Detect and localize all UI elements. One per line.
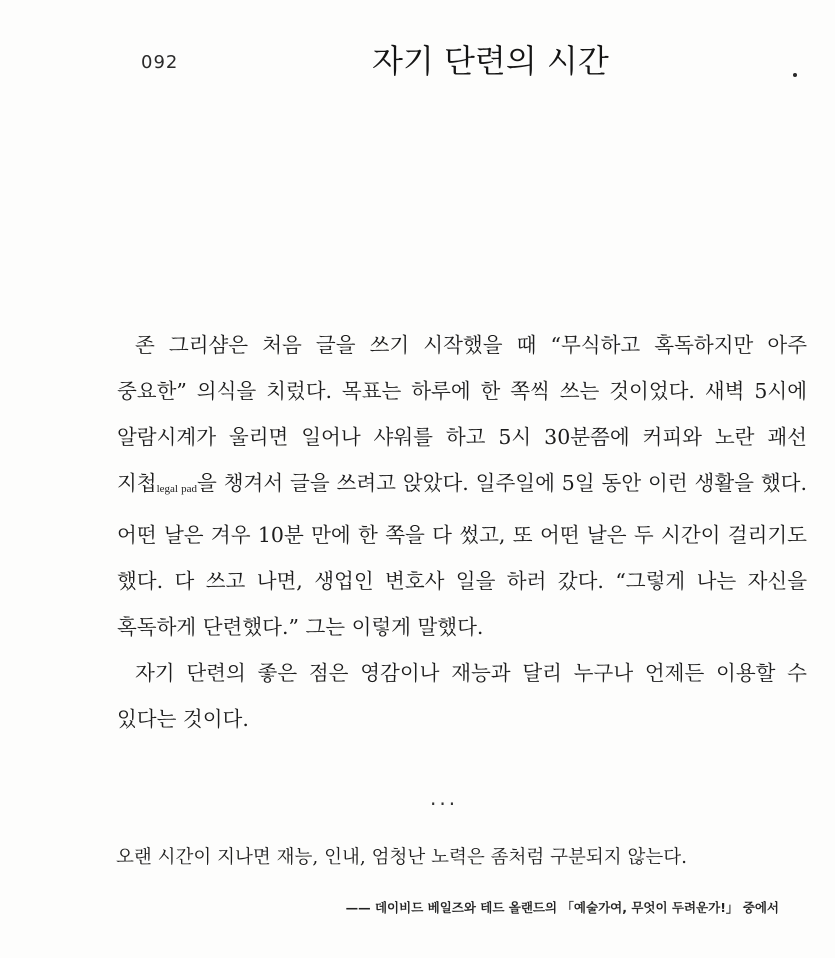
- paragraph-1-gloss: legal pad: [156, 483, 198, 495]
- quote-attribution: —— 데이비드 베일즈와 테드 올랜드의 「예술가여, 무엇이 두려운가!」 중에서: [345, 900, 779, 915]
- scan-speck: [793, 73, 797, 77]
- paragraph-1-text-b: 을 챙겨서 글을 쓰려고 앉았다. 일주일에 5일 동안 이런 생활을 했다. 어떤 날은 겨우 10분 만에 한 쪽을 다 썼고, 또 어떤 날은 두 시간이 걸리기도 했다. 다 쓰고 나면, 생업인 변호사 일을 하러 갔다. “그렇게 나는 자신을 혹독하게 단련했다.” 그는 이렇게 말했다.: [117, 471, 807, 639]
- paragraph-1: [117, 322, 807, 650]
- section-separator: ···: [430, 792, 459, 816]
- paragraph-2: 자기 단련의 좋은 점은 영감이나 재능과 달리 누구나 언제든 이용할 수 있다는 것이다.: [117, 661, 807, 731]
- body-text: [117, 322, 807, 742]
- epigraph-quote: 오랜 시간이 지나면 재능, 인내, 엄청난 노력은 좀처럼 구분되지 않는다.: [116, 847, 687, 868]
- page-number: 092: [141, 52, 179, 73]
- chapter-title: 자기 단련의 시간: [372, 42, 609, 80]
- paragraph-1-text-a: 존 그리샴은 처음 글을 쓰기 시작했을 때 “무식하고 혹독하지만 아주 중요한” 의식을 치렀다. 목표는 하루에 한 쪽씩 쓰는 것이었다. 새벽 5시에 알람시계가 울리면 일어나 샤워를 하고 5시 30분쯤에 커피와 노란 괘선 지첩: [117, 333, 807, 495]
